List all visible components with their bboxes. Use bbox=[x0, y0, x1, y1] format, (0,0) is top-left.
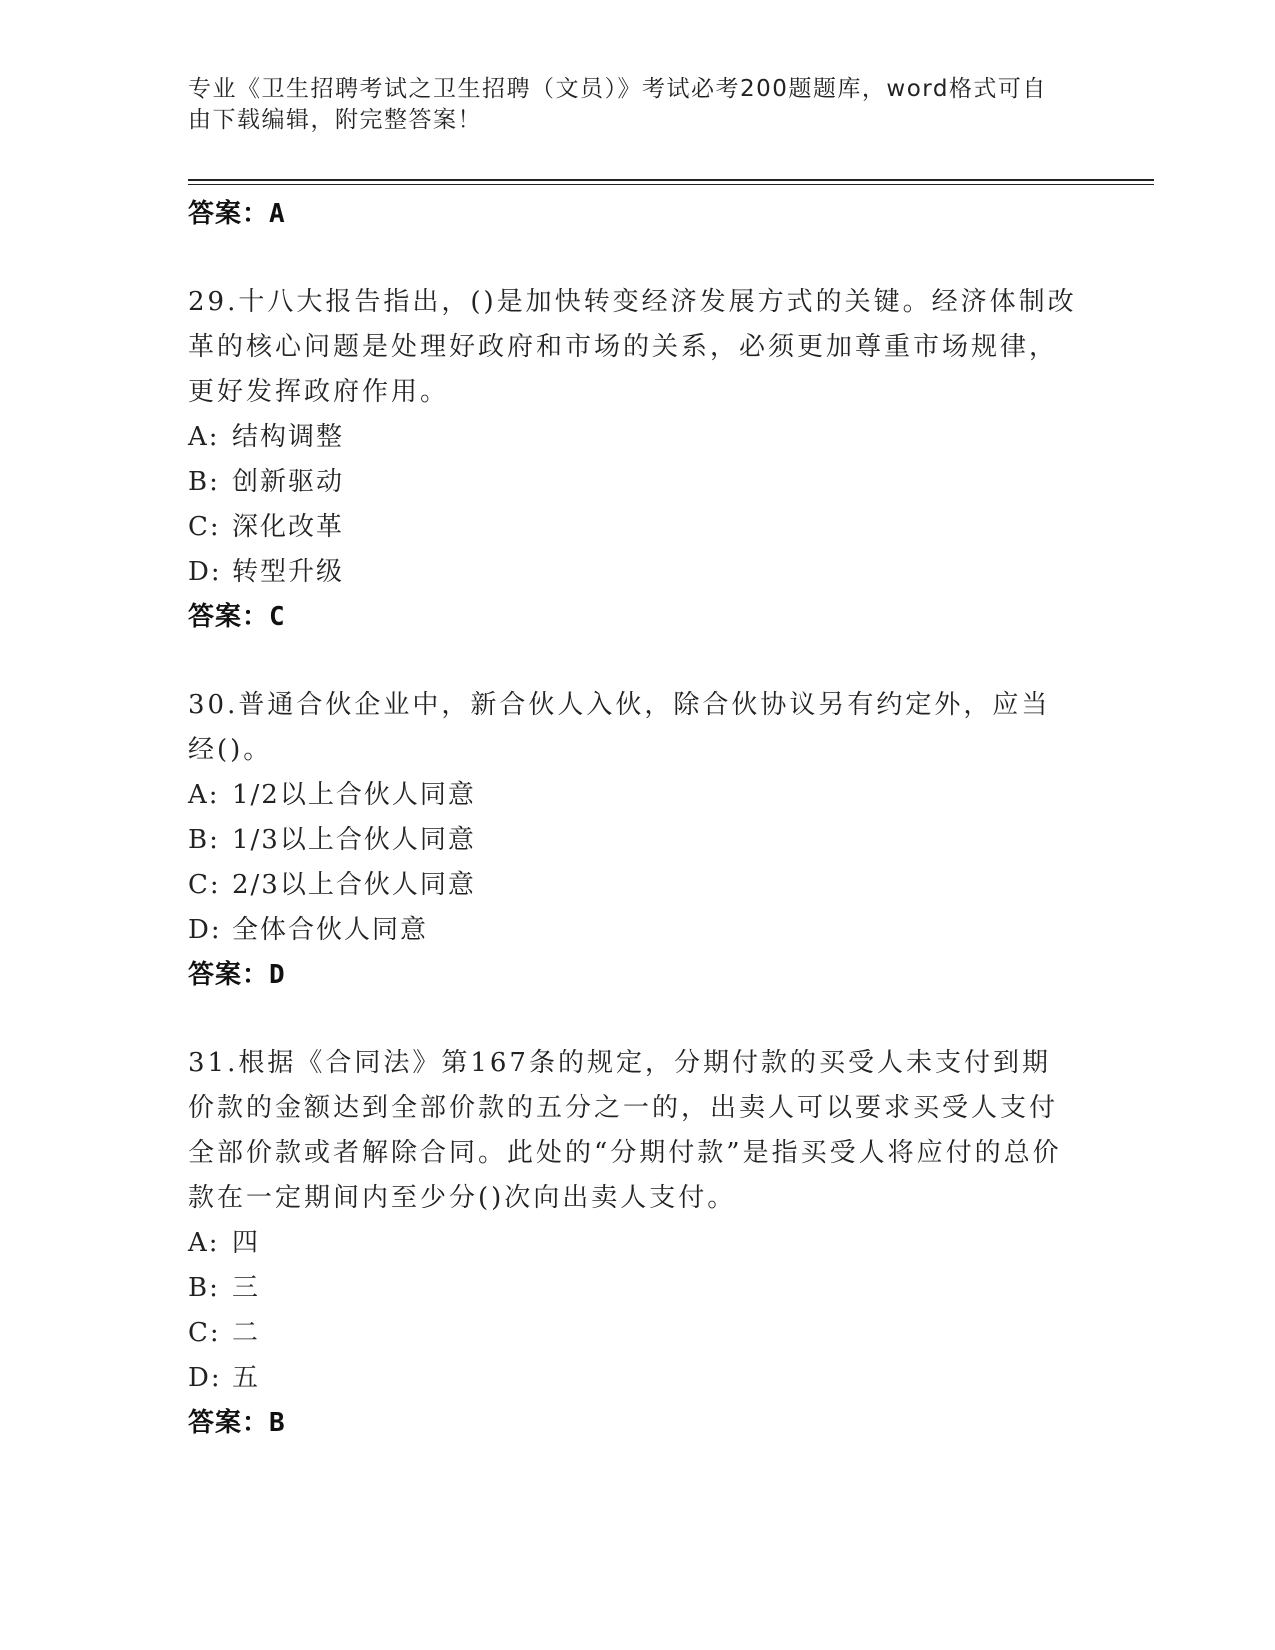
option-text: 1/3以上合伙人同意 bbox=[232, 825, 476, 855]
question-block bbox=[188, 683, 1078, 997]
option-letter: C: bbox=[188, 1318, 221, 1348]
option-letter: B: bbox=[188, 467, 220, 497]
option-text: 1/2以上合伙人同意 bbox=[232, 780, 476, 810]
option-c bbox=[188, 505, 1078, 550]
answer-line: 答案：A bbox=[188, 199, 286, 229]
option-d bbox=[188, 550, 1078, 595]
question-block bbox=[188, 1041, 1078, 1445]
header-divider-thick bbox=[188, 179, 1154, 181]
option-text: 转型升级 bbox=[232, 557, 345, 587]
header-divider-thin bbox=[188, 184, 1154, 185]
option-text: 五 bbox=[232, 1363, 261, 1393]
question-text: 30.普通合伙企业中，新合伙人入伙，除合伙协议另有约定外，应当经()。 bbox=[188, 690, 1051, 765]
option-letter: A: bbox=[188, 780, 220, 810]
option-a bbox=[188, 773, 1078, 818]
option-c bbox=[188, 863, 1078, 908]
option-a bbox=[188, 1221, 1078, 1266]
option-d bbox=[188, 1356, 1078, 1401]
question-text: 31.根据《合同法》第167条的规定，分期付款的买受人未支付到期价款的金额达到全部价款的五分之一的，出卖人可以要求买受人支付全部价款或者解除合同。此处的“分期付款”是指买受人将应付的总价款在一定期间内至少分()次向出卖人支付。 bbox=[188, 1048, 1062, 1213]
option-letter: B: bbox=[188, 825, 220, 855]
option-letter: D: bbox=[188, 1363, 222, 1393]
option-text: 结构调整 bbox=[232, 422, 345, 452]
option-text: 四 bbox=[232, 1228, 261, 1258]
question-block bbox=[188, 280, 1078, 639]
option-letter: A: bbox=[188, 422, 220, 452]
option-letter: D: bbox=[188, 557, 222, 587]
option-b bbox=[188, 1266, 1078, 1311]
option-text: 深化改革 bbox=[232, 512, 345, 542]
option-letter: C: bbox=[188, 512, 221, 542]
option-a bbox=[188, 415, 1078, 460]
option-text: 全体合伙人同意 bbox=[232, 915, 429, 945]
answer-line: 答案：B bbox=[188, 1408, 286, 1438]
option-b bbox=[188, 460, 1078, 505]
option-letter: B: bbox=[188, 1273, 220, 1303]
option-d bbox=[188, 908, 1078, 953]
option-c bbox=[188, 1311, 1078, 1356]
option-letter: D: bbox=[188, 915, 222, 945]
answer-line: 答案：C bbox=[188, 602, 286, 632]
answer-line: 答案：D bbox=[188, 960, 286, 990]
option-text: 创新驱动 bbox=[232, 467, 345, 497]
option-letter: C: bbox=[188, 870, 221, 900]
question-text: 29.十八大报告指出，()是加快转变经济发展方式的关键。经济体制改革的核心问题是处理好政府和市场的关系，必须更加尊重市场规律，更好发挥政府作用。 bbox=[188, 287, 1077, 407]
question-list bbox=[188, 192, 1078, 1445]
option-text: 二 bbox=[232, 1318, 261, 1348]
option-b bbox=[188, 818, 1078, 863]
option-text: 三 bbox=[232, 1273, 261, 1303]
option-letter: A: bbox=[188, 1228, 220, 1258]
option-text: 2/3以上合伙人同意 bbox=[232, 870, 476, 900]
document-header: 专业《卫生招聘考试之卫生招聘（文员）》考试必考200题题库，word格式可自由下载编辑，附完整答案！ bbox=[188, 76, 1047, 133]
